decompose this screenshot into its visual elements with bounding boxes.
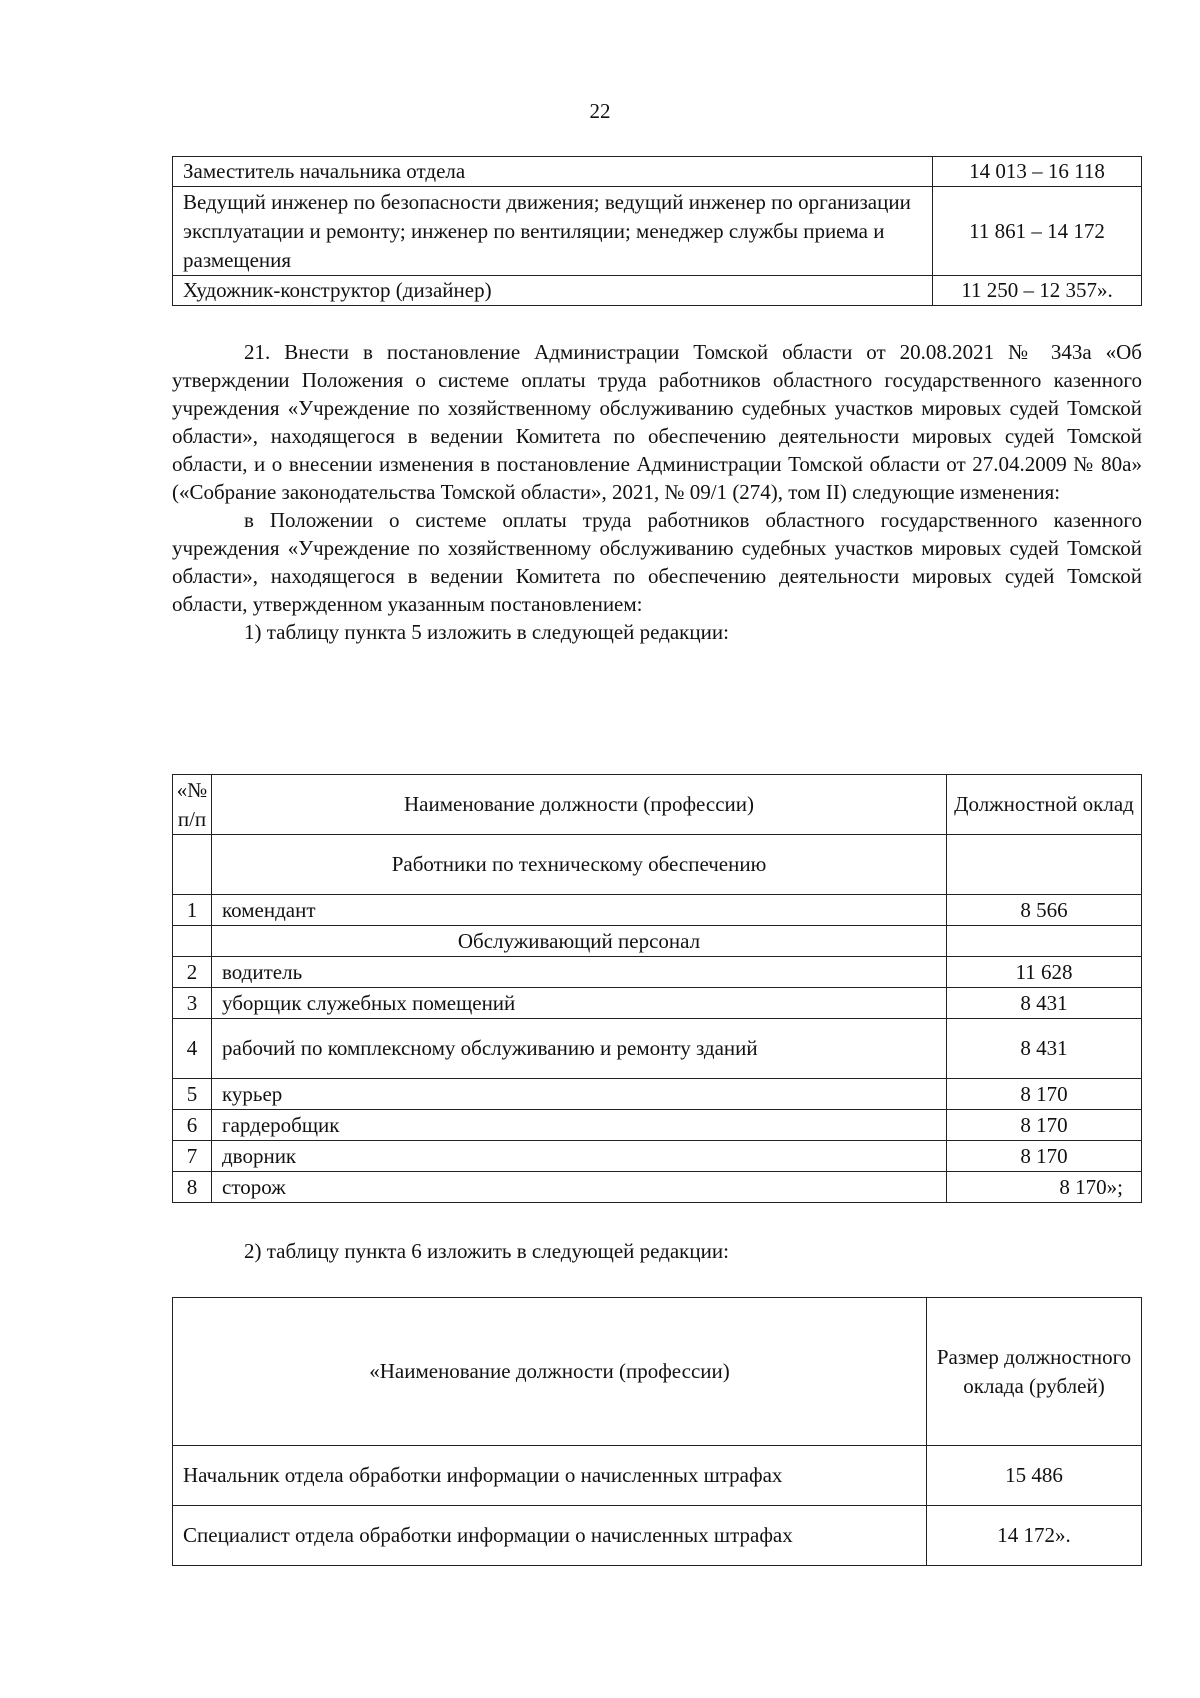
group-row: [173, 835, 1142, 895]
position-cell: Заместитель начальника отдела: [173, 157, 933, 187]
position-cell: Художник-конструктор (дизайнер): [173, 276, 933, 306]
position-cell: гардеробщик: [212, 1110, 947, 1141]
salary-cell: 8 170»;: [947, 1172, 1142, 1203]
header-salary: Размер должностного оклада (рублей): [927, 1298, 1142, 1446]
header-position: «Наименование должности (профессии): [173, 1298, 927, 1446]
table-row: [173, 895, 1142, 926]
group-title: Работники по техническому обеспечению: [212, 835, 947, 895]
position-cell: курьер: [212, 1079, 947, 1110]
table-row: [173, 1172, 1142, 1203]
salary-cell: 11 250 – 12 357».: [933, 276, 1142, 306]
item-2: [172, 1237, 1142, 1265]
table-row: [173, 1110, 1142, 1141]
salary-cell: 8 170: [947, 1079, 1142, 1110]
row-number: 8: [173, 1172, 212, 1203]
position-cell: рабочий по комплексному обслуживанию и ремонту зданий: [212, 1019, 947, 1079]
table-row: [173, 1506, 1142, 1566]
table-row: [173, 1446, 1142, 1506]
row-number: 7: [173, 1141, 212, 1172]
item-2-text: 2) таблицу пункта 6 изложить в следующей редакции:: [244, 1239, 729, 1263]
row-number: 3: [173, 988, 212, 1019]
table-row: [173, 1019, 1142, 1079]
position-salary-table: [172, 774, 1142, 1203]
salary-table-continuation: [172, 156, 1142, 306]
position-cell: Начальник отдела обработки информации о начисленных штрафах: [173, 1446, 927, 1506]
position-cell: водитель: [212, 957, 947, 988]
group-row: [173, 926, 1142, 957]
table-row: [173, 187, 1142, 276]
position-cell: дворник: [212, 1141, 947, 1172]
group-title: Обслуживающий персонал: [212, 926, 947, 957]
salary-cell: 11 861 – 14 172: [933, 187, 1142, 276]
section-21: [172, 338, 1142, 646]
position-cell: комендант: [212, 895, 947, 926]
position-cell: сторож: [212, 1172, 947, 1203]
salary-cell: 14 013 – 16 118: [933, 157, 1142, 187]
table-header-row: [173, 775, 1142, 835]
position-cell: уборщик служебных помещений: [212, 988, 947, 1019]
row-number: 1: [173, 895, 212, 926]
row-number: 2: [173, 957, 212, 988]
table-row: [173, 276, 1142, 306]
table-row: [173, 1141, 1142, 1172]
table-row: [173, 957, 1142, 988]
row-number: 4: [173, 1019, 212, 1079]
salary-cell: 8 566: [947, 895, 1142, 926]
table-row: [173, 1079, 1142, 1110]
salary-cell: 11 628: [947, 957, 1142, 988]
salary-cell: 15 486: [927, 1446, 1142, 1506]
position-cell: Ведущий инженер по безопасности движения; ведущий инженер по организации эксплуатации и ремонту; инженер по вентиляции; менеджер службы приема и размещения: [173, 187, 933, 276]
section-21-paragraph: в Положении о системе оплаты труда работников областного государственного казенного учреждения «Учреждение по хозяйственному обслуживанию судебных участков мировых судей Томской области», находящегося в ведении Комитета по обеспечению деятельности мировых судей Томской области, утвержденном указанным постановлением:: [172, 508, 1142, 616]
salary-cell: 8 170: [947, 1141, 1142, 1172]
section-21-paragraph: 21. Внести в постановление Администрации Томской области от 20.08.2021 № 343а «Об утверждении Положения о системе оплаты труда работников областного государственного казенного учреждения «Учреждение по хозяйственному обслуживанию судебных участков мировых судей Томской области», находящегося в ведении Комитета по обеспечению деятельности мировых судей Томской области, и о внесении изменения в постановление Администрации Томской области от 27.04.2009 № 80а» («Собрание законодательства Томской области», 2021, № 09/1 (274), том II) следующие изменения:: [172, 340, 1142, 504]
salary-cell: 14 172».: [927, 1506, 1142, 1566]
header-position: Наименование должности (профессии): [212, 775, 947, 835]
row-number: 6: [173, 1110, 212, 1141]
table-row: [173, 157, 1142, 187]
salary-cell: 8 170: [947, 1110, 1142, 1141]
position-cell: Специалист отдела обработки информации о начисленных штрафах: [173, 1506, 927, 1566]
item-1-text: 1) таблицу пункта 5 изложить в следующей редакции:: [244, 620, 729, 644]
salary-cell: 8 431: [947, 1019, 1142, 1079]
table-header-row: [173, 1298, 1142, 1446]
header-salary: Должностной оклад: [947, 775, 1142, 835]
row-number: 5: [173, 1079, 212, 1110]
table-row: [173, 988, 1142, 1019]
department-salary-table: [172, 1297, 1142, 1566]
header-num: «№ п/п: [173, 775, 212, 835]
page-number: 22: [589, 99, 611, 123]
salary-cell: 8 431: [947, 988, 1142, 1019]
